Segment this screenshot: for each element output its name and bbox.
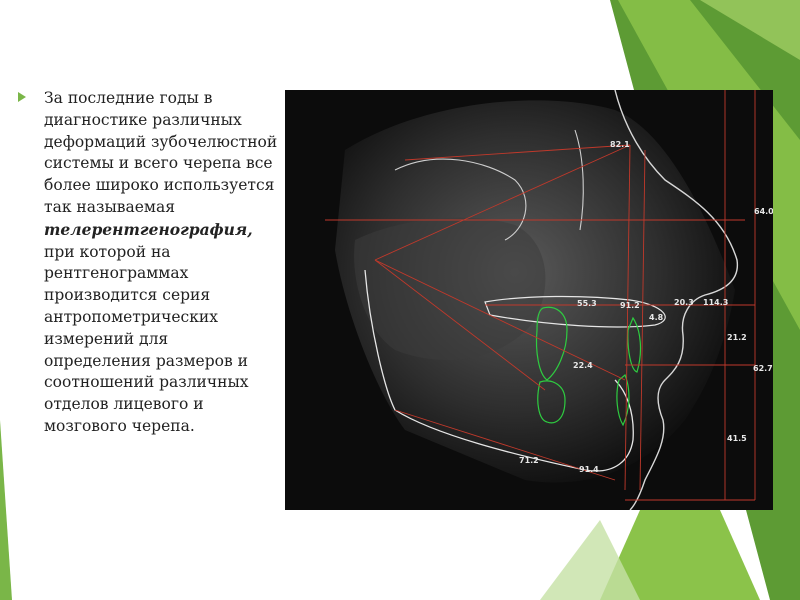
green-sliver-left <box>0 420 12 600</box>
measurement-label: 62.7 <box>753 364 773 373</box>
measurement-label: 4.8 <box>649 313 664 322</box>
cephalometric-xray-image <box>285 90 773 510</box>
measurement-label: 22.4 <box>573 361 593 370</box>
measurement-label: 64.0 <box>754 207 773 216</box>
measurement-label: 71.2 <box>519 456 539 465</box>
bullet-arrow-icon <box>18 92 26 102</box>
measurement-label: 82.1 <box>610 140 630 149</box>
bullet-text <box>44 88 280 438</box>
measurement-label: 21.2 <box>727 333 747 342</box>
xray-drawing <box>285 90 773 510</box>
measurement-label: 20.3 <box>674 298 694 307</box>
measurement-label: 41.5 <box>727 434 747 443</box>
measurement-label: 91.4 <box>579 465 599 474</box>
measurement-label: 55.3 <box>577 299 597 308</box>
text-after: при которой на рентгенограммах производится серия антропометрических измерений для определения размеров и соотношений различных отделов лицевого и мозгового черепа. <box>44 242 249 435</box>
measurement-label: 91.2 <box>620 301 640 310</box>
term-highlight: телерентгенография, <box>44 219 253 239</box>
text-before: За последние годы в диагностике различных деформаций зубочелюстной системы и всего черепа все более широко используется так называемая <box>44 89 278 216</box>
measurement-label: 114.3 <box>703 298 729 307</box>
